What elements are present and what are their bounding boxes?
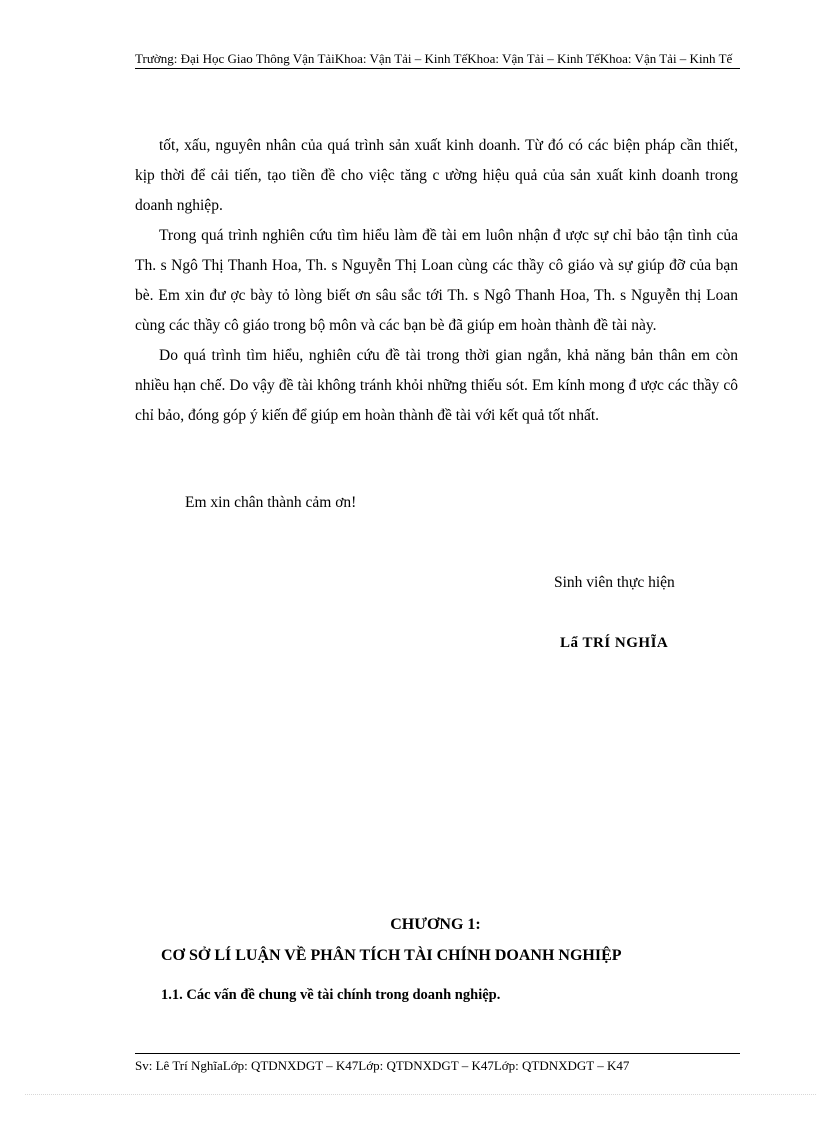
- paragraph-3: Do quá trình tìm hiểu, nghiên cứu đề tài trong thời gian ngắn, khả năng bản thân em còn nhiều hạn chế. Do vậy đề tài không tránh khỏi những thiếu sót. Em kính mong đ ược các thầy cô chỉ bảo, đóng góp ý kiến để giúp em hoàn thành đề tài với kết quả tốt nhất.: [135, 347, 738, 424]
- signature-name: Lẩ TRÍ NGHĨA: [560, 635, 669, 651]
- signature-role: Sinh viên thực hiện: [554, 574, 675, 591]
- chapter-title: CƠ SỞ LÍ LUẬN VỀ PHÂN TÍCH TÀI CHÍNH DOANH NGHIỆP: [161, 947, 622, 964]
- paragraph-2: Trong quá trình nghiên cứu tìm hiểu làm đề tài em luôn nhận đ ược sự chỉ bảo tận tình của Th. s Ngô Thị Thanh Hoa, Th. s Nguyễn Thị Loan cùng các thầy cô giáo và sự giúp đỡ của bạn bè. Em xin đư ợc bày tỏ lòng biết ơn sâu sắc tới Th. s Ngô Thanh Hoa, Th. s Nguyễn thị Loan cùng các thầy cô giáo trong bộ môn và các bạn bè đã giúp em hoàn thành đề tài này.: [135, 227, 738, 334]
- page-header: Trường: Đại Học Giao Thông Vận TảiKhoa: Vận Tải – Kinh TếKhoa: Vận Tải – Kinh TếKhoa: Vận Tải – Kinh Tế: [135, 51, 733, 66]
- chapter-number: CHƯƠNG 1:: [390, 916, 481, 933]
- page-edge-divider: [25, 1094, 816, 1095]
- footer-rule: [135, 1053, 740, 1054]
- section-heading: 1.1. Các vấn đề chung về tài chính trong doanh nghiệp.: [161, 987, 501, 1003]
- paragraph-1: tốt, xấu, nguyên nhân của quá trình sản xuất kinh doanh. Từ đó có các biện pháp cần thiết, kịp thời để cải tiến, tạo tiền đề cho việc tăng c ường hiệu quả của sản xuất kinh doanh trong doanh nghiệp.: [135, 137, 738, 214]
- body-text: [135, 131, 738, 431]
- thanks-line: Em xin chân thành cảm ơn!: [185, 494, 357, 511]
- page-footer: Sv: Lê Trí NghĩaLớp: QTDNXDGT – K47Lớp: QTDNXDGT – K47Lớp: QTDNXDGT – K47: [135, 1058, 630, 1073]
- header-rule: [135, 68, 740, 69]
